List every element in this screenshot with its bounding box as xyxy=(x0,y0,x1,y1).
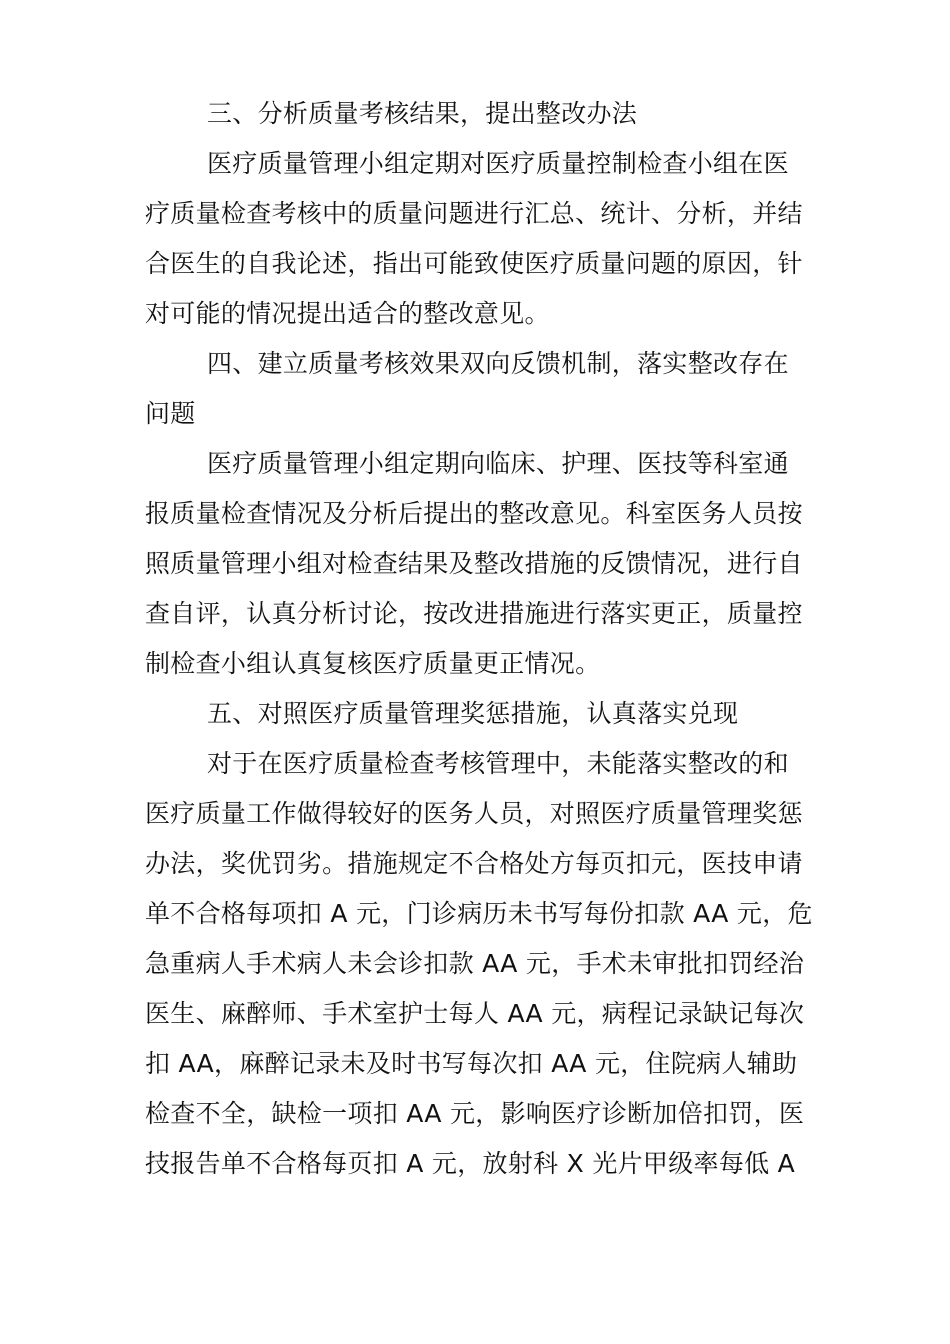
section-4-body-line: 报质量检查情况及分析后提出的整改意见。科室医务人员按 xyxy=(145,499,803,528)
section-4-body-line: 制检查小组认真复核医疗质量更正情况。 xyxy=(145,649,601,678)
section-5-body-line: 对于在医疗质量检查考核管理中，未能落实整改的和 xyxy=(207,749,789,778)
section-5-body-line: 医生、麻醉师、手术室护士每人 AA 元，病程记录缺记每次 xyxy=(145,999,805,1028)
section-4-heading-continuation: 问题 xyxy=(145,399,196,428)
section-3-heading: 三、分析质量考核结果，提出整改办法 xyxy=(207,99,638,128)
section-5-body-line: 医疗质量工作做得较好的医务人员，对照医疗质量管理奖惩 xyxy=(145,799,803,828)
section-3-body-line: 医疗质量管理小组定期对医疗质量控制检查小组在医 xyxy=(207,149,789,178)
section-4-body-line: 医疗质量管理小组定期向临床、护理、医技等科室通 xyxy=(207,449,789,478)
section-3-body-line: 对可能的情况提出适合的整改意见。 xyxy=(145,299,550,328)
section-3-body-line: 合医生的自我论述，指出可能致使医疗质量问题的原因，针 xyxy=(145,249,803,278)
section-5-body-line: 检查不全，缺检一项扣 AA 元，影响医疗诊断加倍扣罚，医 xyxy=(145,1099,805,1128)
section-5-body-line: 单不合格每项扣 A 元，门诊病历未书写每份扣款 AA 元，危 xyxy=(145,899,813,928)
section-5-body-line: 急重病人手术病人未会诊扣款 AA 元，手术未审批扣罚经治 xyxy=(145,949,805,978)
section-5-body-line: 技报告单不合格每页扣 A 元，放射科 X 光片甲级率每低 A xyxy=(145,1149,796,1178)
section-4-body-line: 查自评，认真分析讨论，按改进措施进行落实更正，质量控 xyxy=(145,599,803,628)
section-5-body-line: 办法，奖优罚劣。措施规定不合格处方每页扣元，医技申请 xyxy=(145,849,803,878)
section-3-body-line: 疗质量检查考核中的质量问题进行汇总、统计、分析，并结 xyxy=(145,199,803,228)
section-5-heading: 五、对照医疗质量管理奖惩措施，认真落实兑现 xyxy=(207,699,739,728)
section-4-heading: 四、建立质量考核效果双向反馈机制，落实整改存在 xyxy=(207,349,789,378)
section-4-body-line: 照质量管理小组对检查结果及整改措施的反馈情况，进行自 xyxy=(145,549,803,578)
section-5-body-line: 扣 AA，麻醉记录未及时书写每次扣 AA 元，住院病人辅助 xyxy=(145,1049,798,1078)
